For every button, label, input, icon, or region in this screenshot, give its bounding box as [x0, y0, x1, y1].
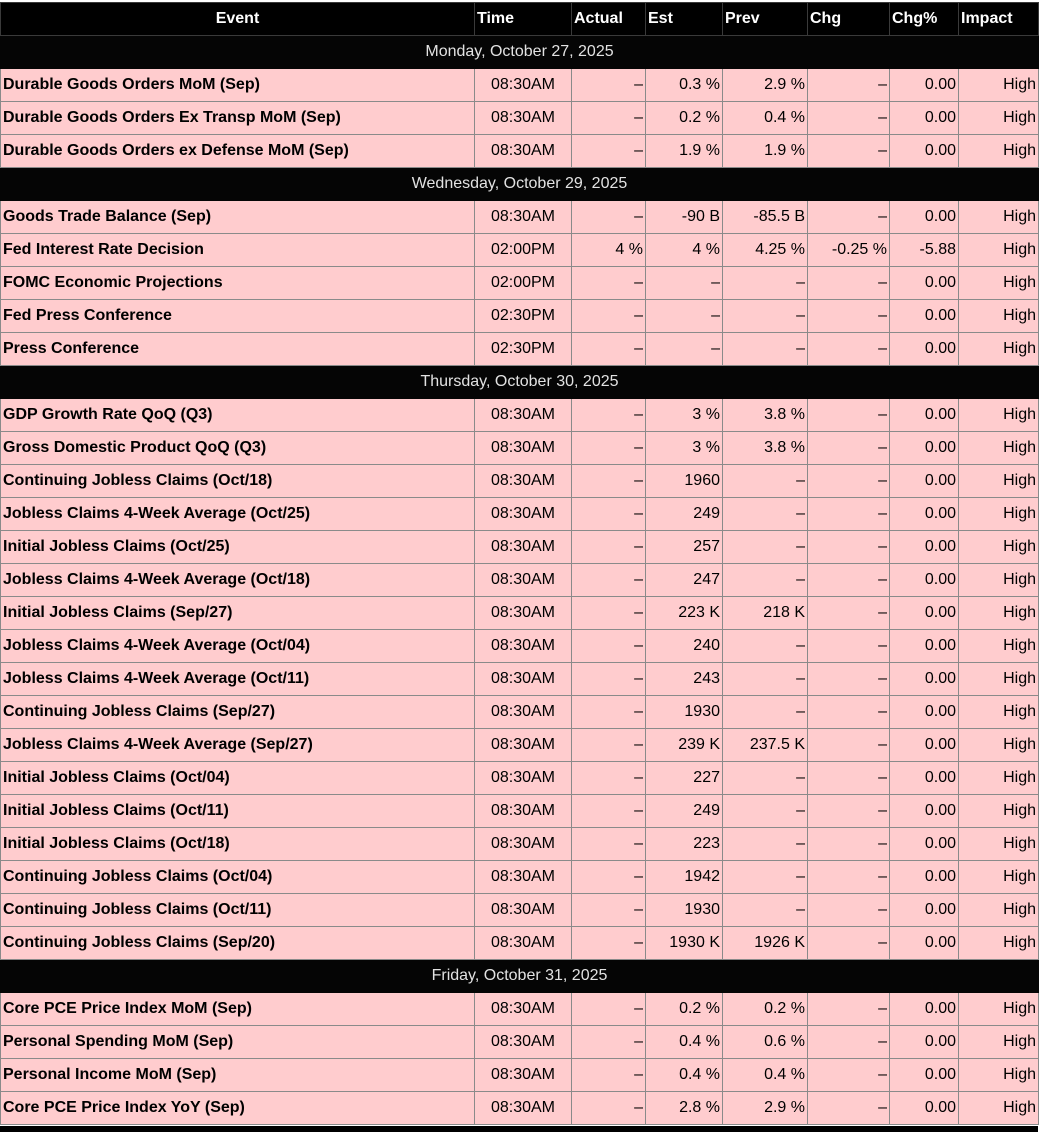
event-estimate: 3 %	[646, 399, 723, 432]
event-change: –	[808, 729, 890, 762]
event-change-percent: 0.00	[890, 828, 959, 861]
event-change-percent: 0.00	[890, 1092, 959, 1125]
event-estimate: –	[646, 333, 723, 366]
column-header-est[interactable]: Est	[646, 3, 723, 36]
event-name: FOMC Economic Projections	[1, 267, 475, 300]
event-previous: –	[723, 663, 808, 696]
event-estimate: 1942	[646, 861, 723, 894]
table-row[interactable]	[1, 597, 1039, 630]
event-time: 08:30AM	[475, 696, 572, 729]
event-previous: –	[723, 531, 808, 564]
event-change: –	[808, 564, 890, 597]
event-change: –	[808, 762, 890, 795]
event-change-percent: 0.00	[890, 1059, 959, 1092]
event-impact: High	[959, 1092, 1039, 1125]
event-time: 08:30AM	[475, 498, 572, 531]
event-impact: High	[959, 267, 1039, 300]
event-time: 08:30AM	[475, 531, 572, 564]
event-change: –	[808, 894, 890, 927]
event-change: –	[808, 102, 890, 135]
event-estimate: –	[646, 300, 723, 333]
event-estimate: –	[646, 267, 723, 300]
event-previous: –	[723, 267, 808, 300]
event-actual: –	[572, 102, 646, 135]
event-time: 08:30AM	[475, 465, 572, 498]
event-name: Continuing Jobless Claims (Oct/11)	[1, 894, 475, 927]
event-change-percent: -5.88	[890, 234, 959, 267]
event-change: –	[808, 135, 890, 168]
event-estimate: 243	[646, 663, 723, 696]
event-change-percent: 0.00	[890, 135, 959, 168]
table-row[interactable]	[1, 729, 1039, 762]
table-row[interactable]	[1, 465, 1039, 498]
event-time: 08:30AM	[475, 861, 572, 894]
event-time: 08:30AM	[475, 201, 572, 234]
event-change-percent: 0.00	[890, 663, 959, 696]
table-row[interactable]	[1, 69, 1039, 102]
event-impact: High	[959, 1059, 1039, 1092]
table-row[interactable]	[1, 663, 1039, 696]
event-impact: High	[959, 432, 1039, 465]
event-previous: –	[723, 465, 808, 498]
event-impact: High	[959, 333, 1039, 366]
event-change: –	[808, 201, 890, 234]
event-impact: High	[959, 1026, 1039, 1059]
event-time: 08:30AM	[475, 432, 572, 465]
table-row[interactable]	[1, 1059, 1039, 1092]
event-name: Continuing Jobless Claims (Sep/20)	[1, 927, 475, 960]
table-row[interactable]	[1, 498, 1039, 531]
event-actual: –	[572, 69, 646, 102]
economic-calendar-table	[0, 2, 1039, 1125]
event-estimate: 240	[646, 630, 723, 663]
event-actual: –	[572, 465, 646, 498]
event-time: 08:30AM	[475, 1059, 572, 1092]
event-impact: High	[959, 696, 1039, 729]
event-change: –	[808, 630, 890, 663]
event-impact: High	[959, 531, 1039, 564]
event-change: –	[808, 795, 890, 828]
day-label: Thursday, October 30, 2025	[1, 366, 1039, 399]
event-impact: High	[959, 861, 1039, 894]
table-row[interactable]	[1, 894, 1039, 927]
event-change-percent: 0.00	[890, 1026, 959, 1059]
event-impact: High	[959, 597, 1039, 630]
event-previous: 0.4 %	[723, 1059, 808, 1092]
event-actual: –	[572, 432, 646, 465]
event-time: 08:30AM	[475, 795, 572, 828]
table-row[interactable]	[1, 234, 1039, 267]
event-actual: –	[572, 828, 646, 861]
event-actual: –	[572, 399, 646, 432]
event-estimate: 1930	[646, 894, 723, 927]
event-actual: –	[572, 564, 646, 597]
event-impact: High	[959, 135, 1039, 168]
event-actual: –	[572, 201, 646, 234]
event-change-percent: 0.00	[890, 267, 959, 300]
event-actual: –	[572, 663, 646, 696]
event-change-percent: 0.00	[890, 69, 959, 102]
event-actual: –	[572, 795, 646, 828]
event-actual: –	[572, 333, 646, 366]
table-row[interactable]	[1, 432, 1039, 465]
table-row[interactable]	[1, 828, 1039, 861]
event-previous: 218 K	[723, 597, 808, 630]
event-impact: High	[959, 69, 1039, 102]
event-time: 08:30AM	[475, 69, 572, 102]
event-change: –	[808, 1092, 890, 1125]
table-row[interactable]	[1, 795, 1039, 828]
event-name: Personal Income MoM (Sep)	[1, 1059, 475, 1092]
event-previous: –	[723, 498, 808, 531]
event-time: 02:00PM	[475, 234, 572, 267]
event-change-percent: 0.00	[890, 630, 959, 663]
event-actual: –	[572, 993, 646, 1026]
event-time: 08:30AM	[475, 729, 572, 762]
event-change-percent: 0.00	[890, 729, 959, 762]
event-change-percent: 0.00	[890, 564, 959, 597]
event-change-percent: 0.00	[890, 498, 959, 531]
event-change-percent: 0.00	[890, 894, 959, 927]
table-row[interactable]	[1, 267, 1039, 300]
event-name: Fed Interest Rate Decision	[1, 234, 475, 267]
event-actual: –	[572, 729, 646, 762]
event-change-percent: 0.00	[890, 927, 959, 960]
event-estimate: 223	[646, 828, 723, 861]
event-time: 02:30PM	[475, 333, 572, 366]
table-row[interactable]	[1, 1026, 1039, 1059]
event-time: 08:30AM	[475, 927, 572, 960]
event-previous: 0.2 %	[723, 993, 808, 1026]
event-impact: High	[959, 630, 1039, 663]
event-time: 08:30AM	[475, 828, 572, 861]
event-impact: High	[959, 993, 1039, 1026]
event-estimate: 1.9 %	[646, 135, 723, 168]
day-label: Wednesday, October 29, 2025	[1, 168, 1039, 201]
event-estimate: 0.4 %	[646, 1026, 723, 1059]
event-estimate: -90 B	[646, 201, 723, 234]
event-change-percent: 0.00	[890, 762, 959, 795]
event-actual: –	[572, 762, 646, 795]
event-estimate: 0.3 %	[646, 69, 723, 102]
event-name: Core PCE Price Index YoY (Sep)	[1, 1092, 475, 1125]
table-body	[1, 36, 1039, 1125]
column-header-impact[interactable]: Impact	[959, 3, 1039, 36]
event-name: Continuing Jobless Claims (Oct/18)	[1, 465, 475, 498]
event-name: Jobless Claims 4-Week Average (Sep/27)	[1, 729, 475, 762]
event-previous: 3.8 %	[723, 432, 808, 465]
event-change: –	[808, 1026, 890, 1059]
header-row	[1, 3, 1039, 36]
event-name: Jobless Claims 4-Week Average (Oct/04)	[1, 630, 475, 663]
table-row[interactable]	[1, 861, 1039, 894]
event-estimate: 239 K	[646, 729, 723, 762]
event-change-percent: 0.00	[890, 399, 959, 432]
event-actual: –	[572, 696, 646, 729]
table-row[interactable]	[1, 696, 1039, 729]
event-previous: 237.5 K	[723, 729, 808, 762]
event-name: Initial Jobless Claims (Oct/04)	[1, 762, 475, 795]
event-name: Continuing Jobless Claims (Sep/27)	[1, 696, 475, 729]
day-group-header	[1, 366, 1039, 399]
event-impact: High	[959, 729, 1039, 762]
event-impact: High	[959, 399, 1039, 432]
event-change: –	[808, 696, 890, 729]
event-estimate: 249	[646, 795, 723, 828]
event-change: –	[808, 498, 890, 531]
event-time: 08:30AM	[475, 1092, 572, 1125]
event-previous: -85.5 B	[723, 201, 808, 234]
event-change-percent: 0.00	[890, 795, 959, 828]
event-time: 02:30PM	[475, 300, 572, 333]
event-estimate: 0.2 %	[646, 102, 723, 135]
event-change: –	[808, 267, 890, 300]
event-impact: High	[959, 795, 1039, 828]
event-time: 08:30AM	[475, 597, 572, 630]
event-change: –	[808, 333, 890, 366]
event-previous: 1926 K	[723, 927, 808, 960]
event-change: –	[808, 399, 890, 432]
event-previous: –	[723, 564, 808, 597]
column-header-chg-pct[interactable]: Chg%	[890, 3, 959, 36]
event-estimate: 247	[646, 564, 723, 597]
table-row[interactable]	[1, 333, 1039, 366]
event-change: –	[808, 1059, 890, 1092]
event-actual: –	[572, 927, 646, 960]
event-estimate: 257	[646, 531, 723, 564]
event-name: Goods Trade Balance (Sep)	[1, 201, 475, 234]
event-previous: 0.4 %	[723, 102, 808, 135]
event-change-percent: 0.00	[890, 696, 959, 729]
event-time: 08:30AM	[475, 1026, 572, 1059]
event-previous: –	[723, 762, 808, 795]
event-name: Personal Spending MoM (Sep)	[1, 1026, 475, 1059]
event-previous: –	[723, 696, 808, 729]
event-estimate: 1930 K	[646, 927, 723, 960]
event-change-percent: 0.00	[890, 531, 959, 564]
event-estimate: 2.8 %	[646, 1092, 723, 1125]
table-row[interactable]	[1, 564, 1039, 597]
event-change: –	[808, 69, 890, 102]
event-actual: –	[572, 531, 646, 564]
event-time: 08:30AM	[475, 894, 572, 927]
event-change: –	[808, 531, 890, 564]
event-change-percent: 0.00	[890, 102, 959, 135]
day-group-header	[1, 36, 1039, 69]
event-name: Initial Jobless Claims (Oct/18)	[1, 828, 475, 861]
event-estimate: 1960	[646, 465, 723, 498]
event-change: –	[808, 927, 890, 960]
event-change-percent: 0.00	[890, 597, 959, 630]
event-change: –	[808, 993, 890, 1026]
event-name: Durable Goods Orders MoM (Sep)	[1, 69, 475, 102]
event-impact: High	[959, 762, 1039, 795]
event-time: 02:00PM	[475, 267, 572, 300]
event-time: 08:30AM	[475, 135, 572, 168]
event-change-percent: 0.00	[890, 432, 959, 465]
event-estimate: 227	[646, 762, 723, 795]
event-impact: High	[959, 234, 1039, 267]
event-impact: High	[959, 498, 1039, 531]
event-change-percent: 0.00	[890, 333, 959, 366]
event-actual: –	[572, 894, 646, 927]
event-previous: 1.9 %	[723, 135, 808, 168]
event-impact: High	[959, 300, 1039, 333]
table-row[interactable]	[1, 762, 1039, 795]
column-header-actual[interactable]: Actual	[572, 3, 646, 36]
event-time: 08:30AM	[475, 564, 572, 597]
event-previous: 2.9 %	[723, 69, 808, 102]
event-impact: High	[959, 828, 1039, 861]
event-change: –	[808, 861, 890, 894]
event-name: Jobless Claims 4-Week Average (Oct/25)	[1, 498, 475, 531]
event-previous: –	[723, 828, 808, 861]
event-estimate: 4 %	[646, 234, 723, 267]
event-previous: –	[723, 333, 808, 366]
event-actual: –	[572, 267, 646, 300]
table-row[interactable]	[1, 102, 1039, 135]
event-impact: High	[959, 894, 1039, 927]
event-impact: High	[959, 927, 1039, 960]
table-row[interactable]	[1, 135, 1039, 168]
event-impact: High	[959, 663, 1039, 696]
event-name: Initial Jobless Claims (Oct/11)	[1, 795, 475, 828]
event-impact: High	[959, 465, 1039, 498]
event-impact: High	[959, 102, 1039, 135]
column-header-chg[interactable]: Chg	[808, 3, 890, 36]
event-name: Durable Goods Orders Ex Transp MoM (Sep)	[1, 102, 475, 135]
event-estimate: 249	[646, 498, 723, 531]
event-name: Press Conference	[1, 333, 475, 366]
event-time: 08:30AM	[475, 630, 572, 663]
event-previous: –	[723, 894, 808, 927]
event-name: Fed Press Conference	[1, 300, 475, 333]
event-previous: 3.8 %	[723, 399, 808, 432]
event-change: –	[808, 597, 890, 630]
event-name: Initial Jobless Claims (Oct/25)	[1, 531, 475, 564]
event-estimate: 0.4 %	[646, 1059, 723, 1092]
event-estimate: 223 K	[646, 597, 723, 630]
event-actual: –	[572, 300, 646, 333]
table-row[interactable]	[1, 927, 1039, 960]
event-change: –	[808, 828, 890, 861]
event-previous: 0.6 %	[723, 1026, 808, 1059]
event-time: 08:30AM	[475, 399, 572, 432]
event-change-percent: 0.00	[890, 201, 959, 234]
event-time: 08:30AM	[475, 762, 572, 795]
event-actual: –	[572, 1092, 646, 1125]
day-label: Friday, October 31, 2025	[1, 960, 1039, 993]
table-row[interactable]	[1, 399, 1039, 432]
event-change: –	[808, 663, 890, 696]
event-actual: 4 %	[572, 234, 646, 267]
event-actual: –	[572, 1059, 646, 1092]
event-previous: –	[723, 861, 808, 894]
event-actual: –	[572, 630, 646, 663]
column-header-time[interactable]: Time	[475, 3, 572, 36]
table-row[interactable]	[1, 531, 1039, 564]
event-name: GDP Growth Rate QoQ (Q3)	[1, 399, 475, 432]
event-change: –	[808, 300, 890, 333]
column-header-prev[interactable]: Prev	[723, 3, 808, 36]
event-change-percent: 0.00	[890, 465, 959, 498]
event-name: Continuing Jobless Claims (Oct/04)	[1, 861, 475, 894]
event-previous: –	[723, 795, 808, 828]
event-estimate: 1930	[646, 696, 723, 729]
table-row[interactable]	[1, 993, 1039, 1026]
event-name: Jobless Claims 4-Week Average (Oct/11)	[1, 663, 475, 696]
table-bottom-border	[0, 1126, 1038, 1132]
table-row[interactable]	[1, 300, 1039, 333]
event-actual: –	[572, 1026, 646, 1059]
event-previous: –	[723, 300, 808, 333]
event-name: Gross Domestic Product QoQ (Q3)	[1, 432, 475, 465]
event-previous: –	[723, 630, 808, 663]
event-name: Jobless Claims 4-Week Average (Oct/18)	[1, 564, 475, 597]
event-previous: 4.25 %	[723, 234, 808, 267]
event-impact: High	[959, 564, 1039, 597]
event-change: –	[808, 432, 890, 465]
event-time: 08:30AM	[475, 102, 572, 135]
event-estimate: 0.2 %	[646, 993, 723, 1026]
table-row[interactable]	[1, 1092, 1039, 1125]
event-time: 08:30AM	[475, 993, 572, 1026]
event-time: 08:30AM	[475, 663, 572, 696]
day-group-header	[1, 960, 1039, 993]
event-change-percent: 0.00	[890, 300, 959, 333]
day-label: Monday, October 27, 2025	[1, 36, 1039, 69]
event-actual: –	[572, 498, 646, 531]
table-row[interactable]	[1, 630, 1039, 663]
event-change-percent: 0.00	[890, 861, 959, 894]
event-previous: 2.9 %	[723, 1092, 808, 1125]
event-name: Core PCE Price Index MoM (Sep)	[1, 993, 475, 1026]
event-actual: –	[572, 597, 646, 630]
event-actual: –	[572, 861, 646, 894]
event-change: -0.25 %	[808, 234, 890, 267]
event-change-percent: 0.00	[890, 993, 959, 1026]
day-group-header	[1, 168, 1039, 201]
event-change: –	[808, 465, 890, 498]
table-row[interactable]	[1, 201, 1039, 234]
event-estimate: 3 %	[646, 432, 723, 465]
event-impact: High	[959, 201, 1039, 234]
event-actual: –	[572, 135, 646, 168]
event-name: Durable Goods Orders ex Defense MoM (Sep)	[1, 135, 475, 168]
column-header-event[interactable]: Event	[1, 3, 475, 36]
event-name: Initial Jobless Claims (Sep/27)	[1, 597, 475, 630]
